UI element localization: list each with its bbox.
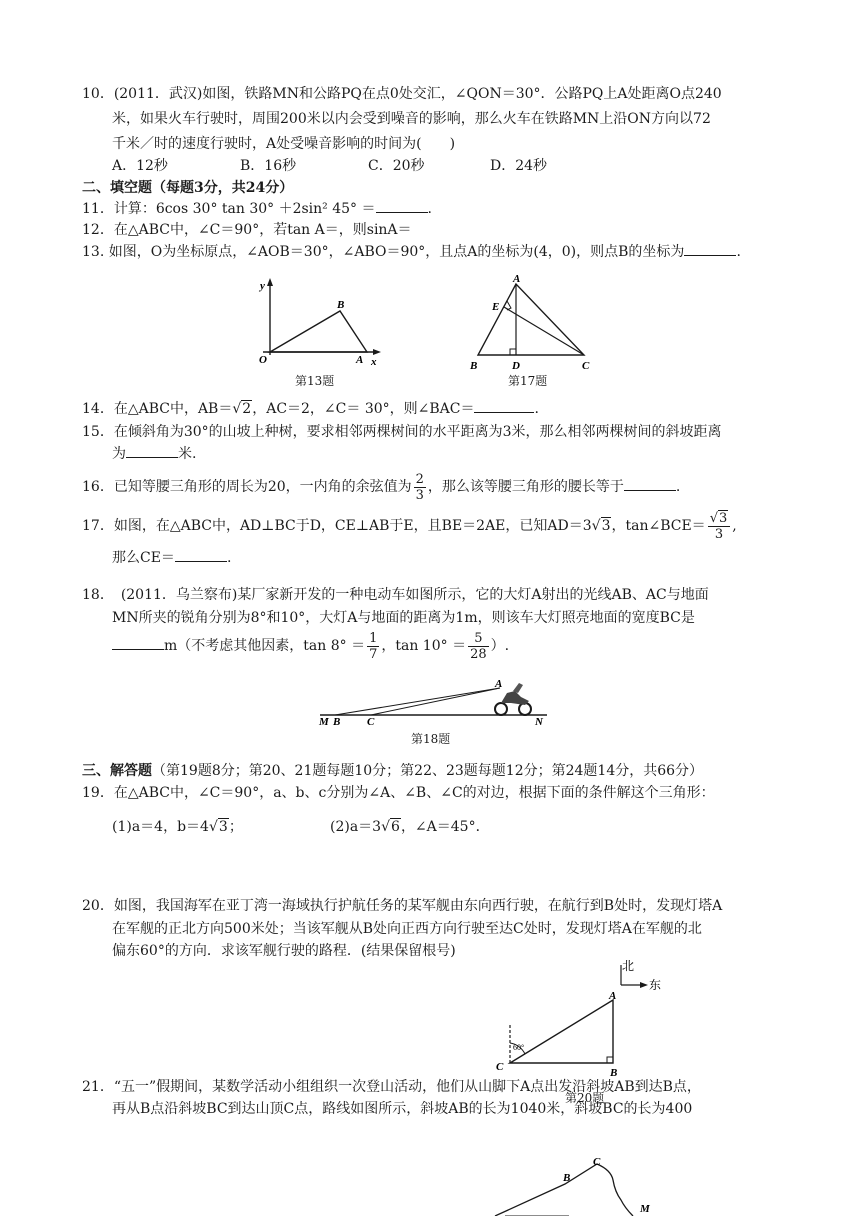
figure-21 (485, 1150, 665, 1216)
q19-part1-text: (1)a＝4，b＝4 (112, 819, 209, 835)
label-b: B (563, 1172, 571, 1184)
q21-line1: 21．“五一”假期间，某数学活动小组组织一次登山活动，他们从山脚下A点出发沿斜坡AB到达B点， (82, 1079, 701, 1095)
q14: 14．在△ABC中，AB＝√2，AC＝2，∠C＝ 30°，则∠BAC＝ . (82, 401, 539, 417)
q19-part1: (1)a＝4，b＝4√3； (112, 819, 243, 835)
q14-radicand: 2 (242, 401, 252, 417)
q20-line1: 20．如图，我国海军在亚丁湾一海域执行护航任务的某军舰由东向西行驶，在航行到B处时，发现灯塔A (82, 898, 723, 914)
q18-line1: 18． (2011．乌兰察布)某厂家新开发的一种电动车如图所示，它的大灯A射出的光线AB、AC与地面 (82, 587, 709, 603)
section-3-heading (82, 761, 703, 781)
label-c: C (582, 360, 590, 372)
label-y: y (260, 280, 265, 292)
label-c: C (367, 716, 375, 725)
label-e: E (492, 301, 500, 313)
q11-text: 11．计算：6cos 30° tan 30° ＋2sin² 45° ＝ (82, 201, 376, 217)
q18-line2: MN所夹的锐角分别为8°和10°，大灯A与地面的距离为1m，则该车大灯照亮地面的宽度BC是 (112, 610, 695, 626)
label-n: N (535, 716, 543, 725)
label-b: B (470, 360, 478, 372)
answer-blank (112, 649, 164, 650)
q19-part2-text: (2)a＝3 (330, 819, 382, 835)
answer-blank (624, 490, 676, 491)
q18-text-mid: ，tan 10° ＝ (381, 638, 467, 654)
section-3-note: （第19题8分；第20、21题每题10分；第22、23题每题12分；第24题14分，共66分） (152, 763, 704, 779)
label-b: B (610, 1067, 618, 1079)
label-a: A (609, 990, 617, 1002)
figure-18 (315, 675, 555, 725)
q17-radicand: 3 (601, 518, 611, 534)
answer-blank (175, 561, 227, 562)
figure-20-caption: 第20题 (565, 1091, 605, 1105)
answer-blank (126, 457, 178, 458)
label-a: A (495, 678, 503, 690)
label-a: A (356, 354, 364, 365)
q18-text: m（不考虑其他因素，tan 8° ＝ (164, 638, 366, 654)
q15-text: 为 (112, 446, 126, 462)
q16: 16．已知等腰三角形的周长为20，一内角的余弦值为 $\frac{2}{3}$ ，那么该等腰三角形的腰长等于 . (82, 471, 681, 503)
section-2-heading: 二、填空题（每题3分，共24分） (82, 180, 294, 196)
label-c: C (496, 1061, 504, 1073)
label-x: x (371, 356, 377, 365)
label-east: 东 (649, 978, 662, 992)
q15-line1: 15．在倾斜角为30°的山坡上种树，要求相邻两棵树间的水平距离为3米，那么相邻两棵树间的斜坡距离 (82, 424, 722, 440)
q10-option-c: C．20秒 (368, 158, 425, 174)
figure-13-caption: 第13题 (295, 374, 335, 388)
label-north: 北 (622, 959, 635, 973)
answer-blank (474, 412, 534, 413)
q20-line3: 偏东60°的方向．求该军舰行驶的路程．(结果保留根号) (112, 943, 456, 959)
q19-part1-end: ； (228, 819, 243, 835)
q17-line2: 那么CE＝ . (112, 550, 232, 566)
label-m: M (640, 1203, 650, 1215)
q13: 13. 如图，O为坐标原点，∠AOB＝30°，∠ABO＝90°，且点A的坐标为(4，0)，则点B的坐标为 . (82, 244, 741, 260)
q10-option-d: D．24秒 (490, 158, 548, 174)
q14-text: 14．在△ABC中，AB＝ (82, 401, 233, 417)
q15-text-end: 米. (178, 446, 197, 462)
q19-part2-radicand: 6 (391, 819, 400, 835)
q15-line2 (112, 444, 196, 464)
q12: 12．在△ABC中，∠C＝90°，若tan A＝，则sinA＝ (82, 222, 412, 238)
q20-line2: 在军舰的正北方向500米处；当该军舰从B处向正西方向行驶至达C处时，发现灯塔A在军舰的北 (112, 921, 702, 937)
label-m: M (319, 716, 329, 725)
q10-line2: 米，如果火车行驶时，周围200米以内会受到噪音的影响，那么火车在铁路MN上沿ON方向以72 (112, 111, 711, 127)
answer-blank (376, 212, 428, 213)
q10-option-a: A．12秒 (112, 158, 168, 174)
q17-line1: 17．如图，在△ABC中，AD⊥BC于D，CE⊥AB于E，且BE＝2AE，已知AD＝3√3，tan∠BCE＝ $\frac{√3}{3}$ , (82, 510, 737, 542)
q19-line1: 19．在△ABC中，∠C＝90°，a、b、c分别为∠A、∠B、∠C的对边，根据下面的条件解这个三角形： (82, 785, 715, 801)
q14-text-end: ，AC＝2，∠C＝ 30°，则∠BAC＝ (252, 401, 475, 417)
fraction: $\frac{1}{7}$ (369, 630, 378, 662)
section-3-title: 三、解答题 (82, 763, 152, 779)
q18-text-end: ）. (490, 638, 510, 654)
fraction: $\frac{2}{3}$ (415, 471, 424, 503)
figure-20 (490, 955, 670, 1095)
q17-text: 17．如图，在△ABC中，AD⊥BC于D，CE⊥AB于E，且BE＝2AE，已知AD＝3 (82, 518, 592, 534)
fraction: $\frac{√3}{3}$ (708, 511, 731, 542)
q13-text: 13. 如图，O为坐标原点，∠AOB＝30°，∠ABO＝90°，且点A的坐标为(4，0)，则点B的坐标为 (82, 244, 685, 260)
label-b: B (333, 716, 341, 725)
label-o: O (259, 354, 267, 365)
figure-17-caption: 第17题 (508, 374, 548, 388)
q18-line3 (112, 628, 509, 664)
q19-part1-radicand: 3 (218, 819, 228, 835)
q10-line1: 10．(2011．武汉)如图，铁路MN和公路PQ在点0处交汇，∠QON＝30°．公路PQ上A处距离O点240 (82, 86, 722, 102)
label-a: A (513, 273, 521, 285)
label-angle: 60° (513, 1043, 525, 1052)
q16-text: 16．已知等腰三角形的周长为20，一内角的余弦值为 (82, 479, 412, 495)
q17-text-mid: ，tan∠BCE＝ (611, 518, 706, 534)
q10-line3: 千米／时的速度行驶时，A处受噪音影响的时间为( ) (112, 136, 456, 152)
figure-13 (255, 275, 385, 365)
q19-part2-end: ，∠A＝45°． (400, 819, 490, 835)
label-c: C (593, 1156, 601, 1168)
label-d: D (512, 360, 520, 372)
fraction: $\frac{5}{28}$ (470, 630, 487, 662)
q21-line2: 再从B点沿斜坡BC到达山顶C点，路线如图所示，斜坡AB的长为1040米，斜坡BC的长为400 (112, 1101, 693, 1117)
figure-18-caption: 第18题 (411, 732, 451, 746)
figure-17 (466, 272, 596, 372)
q10-option-b: B．16秒 (240, 158, 297, 174)
q17-text: 那么CE＝ (112, 550, 175, 566)
q11: 11．计算：6cos 30° tan 30° ＋2sin² 45° ＝ . (82, 201, 432, 217)
label-b: B (337, 299, 345, 311)
answer-blank (684, 255, 736, 256)
q16-text-end: ，那么该等腰三角形的腰长等于 (427, 479, 624, 495)
q19-part2: (2)a＝3√6，∠A＝45°． (330, 819, 490, 835)
